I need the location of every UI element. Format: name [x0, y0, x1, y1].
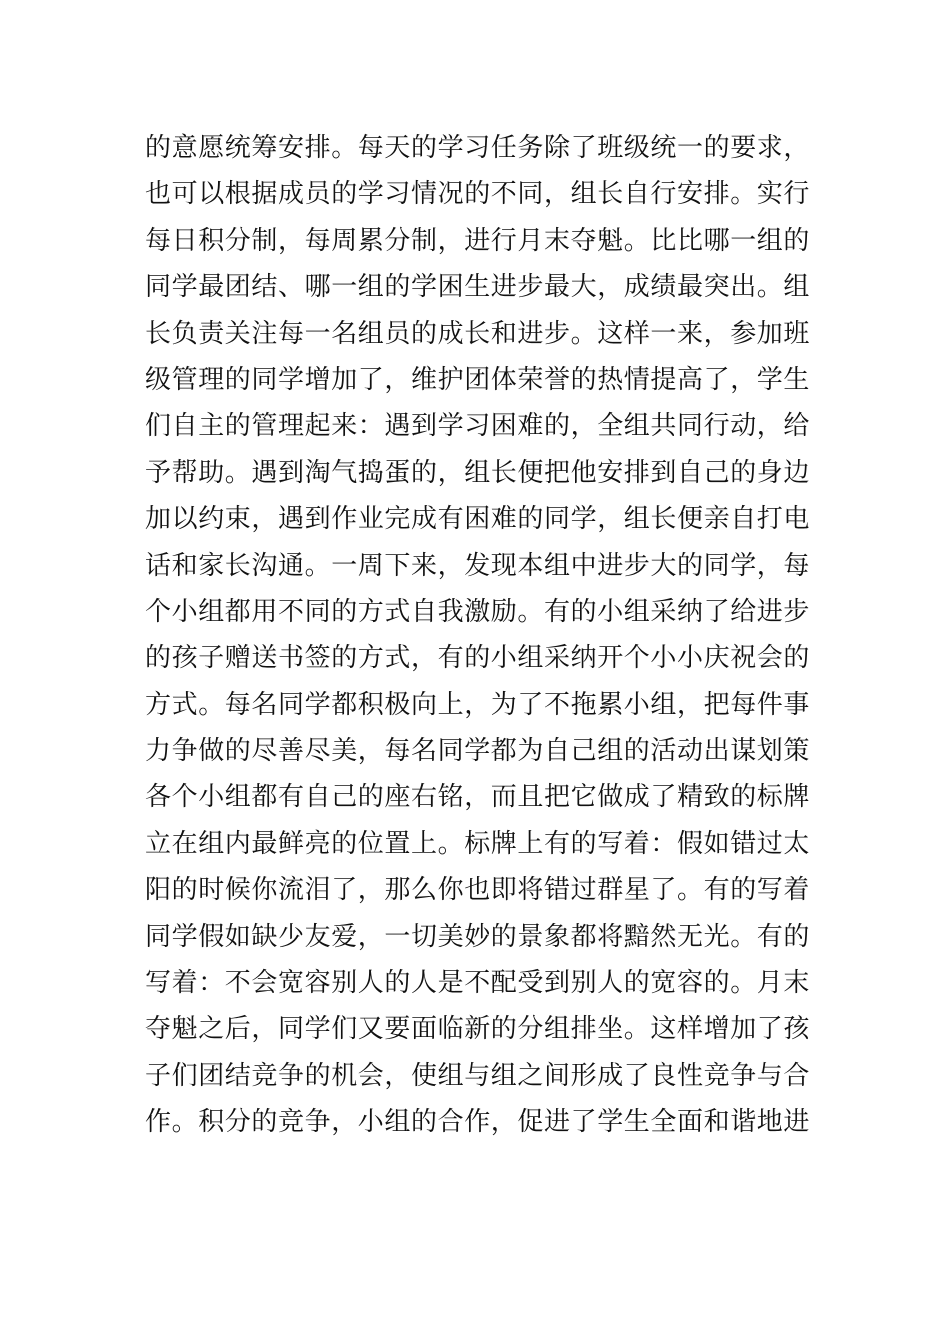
text-line: 个小组都用不同的方式自我激励。有的小组采纳了给进步 [145, 596, 811, 627]
text-line: 各个小组都有自己的座右铭，而且把它做成了精致的标牌 [145, 782, 811, 813]
text-line: 阳的时候你流泪了，那么你也即将错过群星了。有的写着 [145, 875, 811, 906]
body-text [145, 125, 815, 1146]
text-line: 同学假如缺少友爱，一切美妙的景象都将黯然无光。有的 [145, 921, 811, 952]
text-line: 立在组内最鲜亮的位置上。标牌上有的写着：假如错过太 [145, 828, 811, 859]
text-line: 方式。每名同学都积极向上，为了不拖累小组，把每件事 [145, 689, 811, 720]
text-line: 同学最团结、哪一组的学困生进步最大，成绩最突出。组 [145, 272, 811, 303]
text-line: 写着：不会宽容别人的人是不配受到别人的宽容的。月末 [145, 968, 811, 999]
text-line: 的意愿统筹安排。每天的学习任务除了班级统一的要求， [145, 133, 811, 163]
text-line: 夺魁之后，同学们又要面临新的分组排坐。这样增加了孩 [145, 1014, 811, 1045]
text-line: 们自主的管理起来：遇到学习困难的，全组共同行动，给 [145, 411, 811, 442]
text-line: 也可以根据成员的学习情况的不同，组长自行安排。实行 [145, 179, 811, 210]
text-line: 作。积分的竞争，小组的合作，促进了学生全面和谐地进 [145, 1107, 811, 1138]
text-line: 力争做的尽善尽美，每名同学都为自己组的活动出谋划策 [145, 736, 811, 767]
text-line: 加以约束，遇到作业完成有困难的同学，组长便亲自打电 [145, 504, 811, 535]
text-line: 子们团结竞争的机会，使组与组之间形成了良性竞争与合 [145, 1060, 811, 1091]
text-line: 每日积分制，每周累分制，进行月末夺魁。比比哪一组的 [145, 225, 811, 256]
text-line: 级管理的同学增加了，维护团体荣誉的热情提高了，学生 [145, 364, 811, 395]
text-line: 予帮助。遇到淘气捣蛋的，组长便把他安排到自己的身边 [145, 457, 811, 488]
text-line: 长负责关注每一名组员的成长和进步。这样一来，参加班 [145, 318, 811, 349]
text-line: 话和家长沟通。一周下来，发现本组中进步大的同学，每 [145, 550, 811, 581]
text-line: 的孩子赠送书签的方式，有的小组采纳开个小小庆祝会的 [145, 643, 811, 674]
